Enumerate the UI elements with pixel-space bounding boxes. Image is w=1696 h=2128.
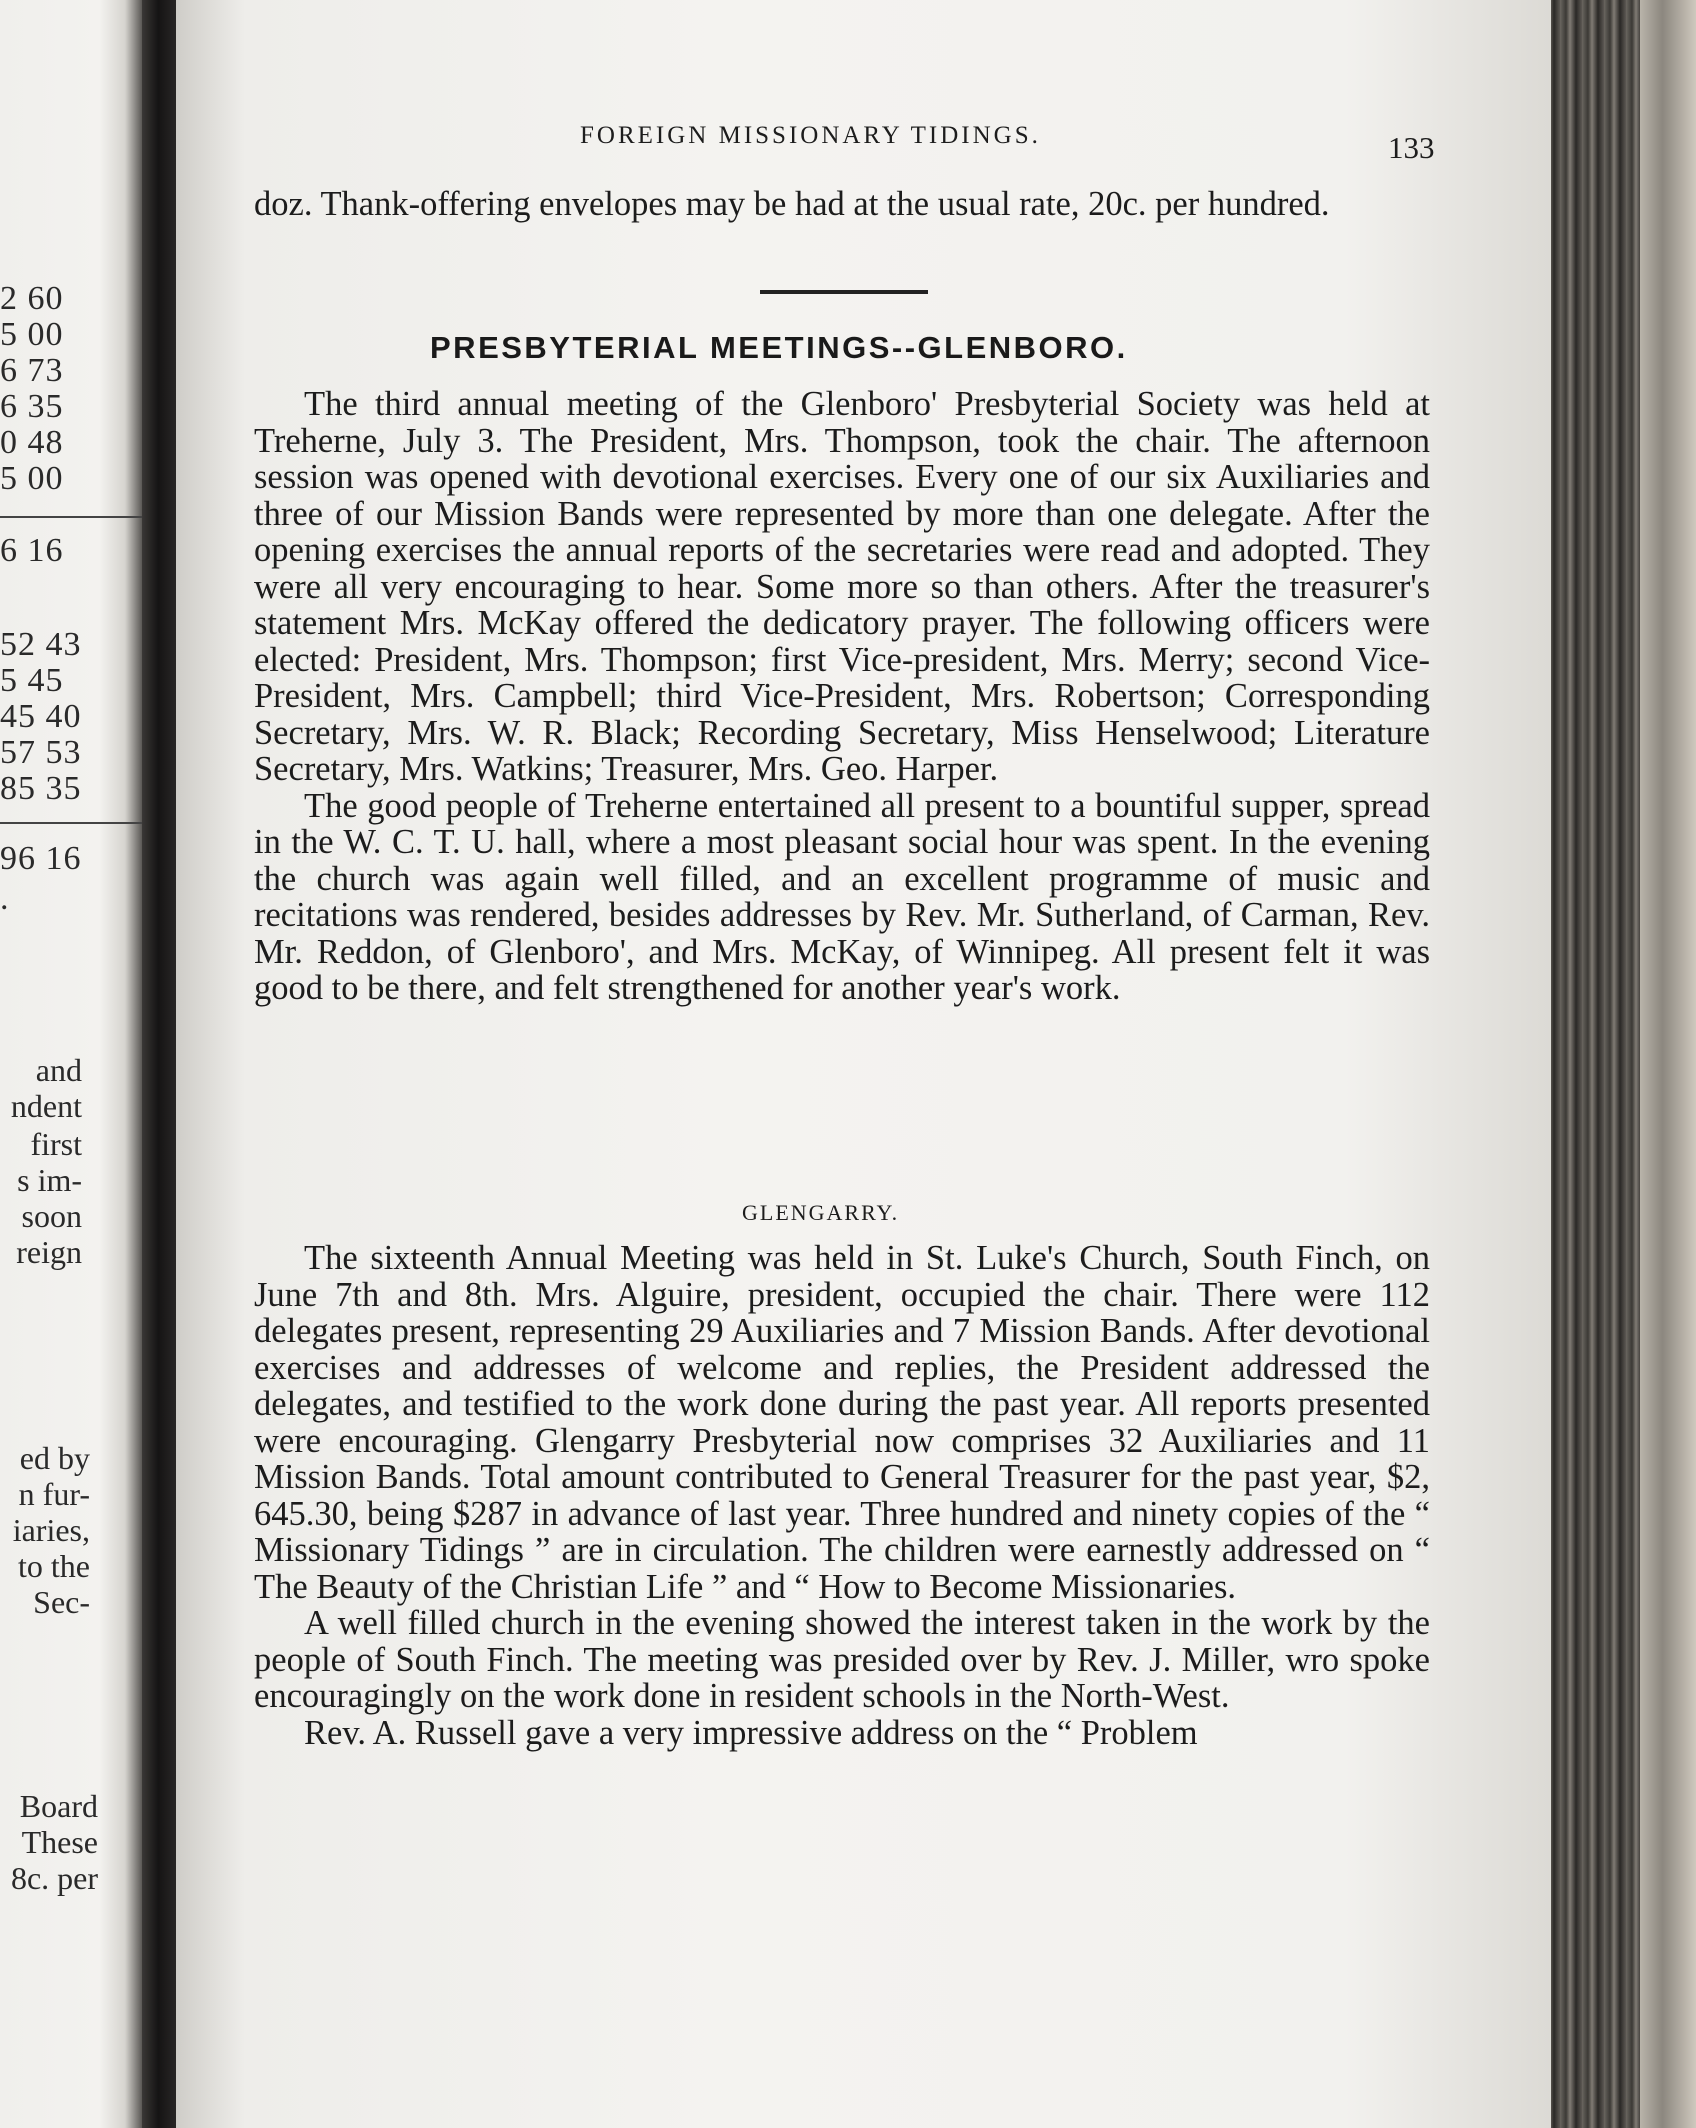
section-divider	[760, 290, 928, 294]
left-word: ed by	[19, 1440, 90, 1476]
left-word: and	[35, 1052, 82, 1088]
book-gutter	[142, 0, 178, 2128]
main-page	[176, 0, 1551, 2128]
left-number: 5 45	[0, 662, 64, 699]
left-word: reign	[16, 1234, 82, 1270]
section-heading-glenboro: PRESBYTERIAL MEETINGS--GLENBORO.	[430, 330, 1128, 365]
left-dot: .	[0, 880, 10, 917]
left-word: to the	[18, 1548, 90, 1584]
intro-paragraph: doz. Thank-offering envelopes may be had at the usual rate, 20c. per hundred.	[254, 185, 1330, 223]
running-header: FOREIGN MISSIONARY TIDINGS.	[580, 122, 1041, 149]
left-word: 8c. per	[10, 1860, 98, 1896]
paragraph: Rev. A. Russell gave a very impressive address on the “ Problem	[304, 1713, 1198, 1752]
left-number: 6 73	[0, 352, 64, 389]
left-total: 96 16	[0, 840, 82, 877]
left-page-fragment	[0, 0, 142, 2128]
left-sum-rule	[0, 516, 142, 518]
left-number: 2 60	[0, 280, 64, 317]
left-word: first	[30, 1126, 82, 1162]
left-number: 85 35	[0, 770, 82, 807]
glengarry-article	[254, 1240, 1430, 1751]
left-word: ndent	[10, 1088, 82, 1124]
left-word: s im-	[17, 1162, 82, 1198]
left-number: 6 35	[0, 388, 64, 425]
paragraph: The sixteenth Annual Meeting was held in St. Luke's Church, South Finch, on June 7th and 8th. Mrs. Alguire, president, occupied the chair. There were 112 delegates present, representing 29 Auxiliaries and 7 Mission Bands. After devotional exercises and addresses of welcome and replies, the President addressed the delegates, and testified to the work done during the past year. All reports presented were encouraging. Glengarry Presbyterial now comprises 32 Auxiliaries and 11 Mission Bands. Total amount contributed to General Treasurer for the past year, $2, 645.30, being $287 in advance of last year. Three hundred and ninety copies of the “ Missionary Tidings ” are in circulation. The children were earnestly addressed on “ The Beauty of the Christian Life ” and “ How to Become Missionaries.	[254, 1239, 1430, 1606]
page-number: 133	[1388, 130, 1435, 165]
left-number: 5 00	[0, 460, 64, 497]
left-sum-rule	[0, 822, 142, 824]
left-word: These	[21, 1824, 98, 1860]
paragraph: The good people of Treherne entertained all present to a bountiful supper, spread in the W. C. T. U. hall, where a most pleasant social hour was spent. In the evening the church was again well filled, and an excellent programme of music and recitations was rendered, besides addresses by Rev. Mr. Sutherland, of Carman, Rev. Mr. Reddon, of Glenboro', and Mrs. McKay, of Winnipeg. All present felt it was good to be there, and felt strengthened for another year's work.	[254, 786, 1430, 1007]
left-word: soon	[21, 1198, 82, 1234]
paragraph: A well filled church in the evening showed the interest taken in the work by the people of South Finch. The meeting was presided over by Rev. J. Miller, wro spoke encouragingly on the work done in resident schools in the North-West.	[254, 1604, 1430, 1715]
left-word: iaries,	[12, 1512, 90, 1548]
left-total: 6 16	[0, 532, 64, 569]
left-word: Sec-	[33, 1584, 90, 1620]
left-number: 45 40	[0, 698, 82, 735]
paragraph: The third annual meeting of the Glenboro' Presbyterial Society was held at Treherne, July 3. The President, Mrs. Thompson, took the chair. The afternoon session was opened with devotional exercises. Every one of our six Auxiliaries and three of our Mission Bands were represented by more than one delegate. After the opening exercises the annual reports of the secretaries were read and adopted. They were all very encouraging to hear. Some more so than others. After the treasurer's statement Mrs. McKay offered the dedicatory prayer. The following officers were elected: President, Mrs. Thompson; first Vice-president, Mrs. Merry; second Vice-President, Mrs. Campbell; third Vice-President, Mrs. Robertson; Corresponding Secretary, Mrs. W. R. Black; Recording Secretary, Miss Henselwood; Literature Secretary, Mrs. Watkins; Treasurer, Mrs. Geo. Harper.	[254, 385, 1430, 788]
left-number: 52 43	[0, 626, 82, 663]
left-word: n fur-	[18, 1476, 90, 1512]
left-number: 0 48	[0, 424, 64, 461]
section-heading-glengarry: GLENGARRY.	[742, 1200, 900, 1225]
left-number: 5 00	[0, 316, 64, 353]
glenboro-article	[254, 386, 1430, 1007]
intro-text-block	[254, 186, 1430, 223]
left-word: Board	[19, 1788, 98, 1824]
left-number: 57 53	[0, 734, 82, 771]
book-cover-edge	[1640, 0, 1696, 2128]
